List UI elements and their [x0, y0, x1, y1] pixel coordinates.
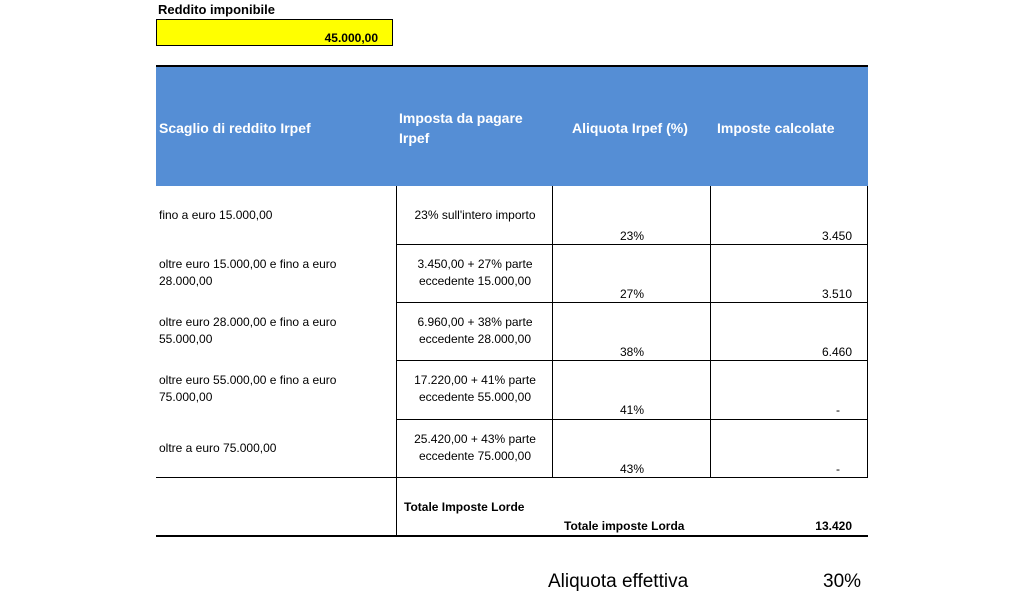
grid-vline-2 [552, 186, 553, 478]
row-5-bracket: oltre a euro 75.000,00 [159, 441, 277, 455]
row-4-bracket: oltre euro 55.000,00 e fino a euro 75.000,00 [159, 373, 337, 404]
total-heading: Totale Imposte Lorde [404, 500, 525, 514]
row-1-computed: 3.450 [821, 229, 852, 243]
effective-rate-label: Aliquota effettiva [548, 571, 689, 592]
row-3-tax-due: 6.960,00 + 38% parte eccedente 28.000,00 [417, 315, 533, 346]
taxable-income-value: 45.000,00 [324, 31, 378, 45]
row-4-tax-due: 17.220,00 + 41% parte eccedente 55.000,00 [414, 373, 536, 404]
grid-hline-bottom [156, 535, 868, 537]
row-5-computed: - [836, 462, 840, 476]
header-bracket: Scaglio di reddito Irpef [159, 120, 311, 136]
row-5-tax-due: 25.420,00 + 43% parte eccedente 75.000,00 [414, 432, 536, 463]
row-1-tax-due: 23% sull'intero importo [414, 208, 536, 222]
grid-vline-3 [710, 186, 711, 478]
row-2-bracket: oltre euro 15.000,00 e fino a euro 28.000,00 [159, 257, 337, 288]
row-5-rate: 43% [620, 462, 645, 476]
row-2-rate: 27% [620, 287, 645, 301]
taxable-income-label: Reddito imponibile [158, 2, 275, 17]
row-3-bracket: oltre euro 28.000,00 e fino a euro 55.000,00 [159, 315, 337, 346]
row-2-tax-due: 3.450,00 + 27% parte eccedente 15.000,00 [417, 257, 533, 288]
grid-vline-4 [867, 186, 868, 478]
effective-rate-value: 30% [823, 571, 862, 592]
header-rate: Aliquota Irpef (%) [572, 120, 688, 136]
grid-vline-1 [396, 186, 397, 536]
row-4-computed: - [836, 403, 840, 417]
row-1-bracket: fino a euro 15.000,00 [159, 208, 273, 222]
row-4-rate: 41% [620, 403, 645, 417]
taxable-income-field[interactable] [156, 19, 393, 46]
row-3-rate: 38% [620, 345, 645, 359]
grid-hline-4 [396, 419, 868, 420]
header-tax-due: Imposta da pagare Irpef [399, 110, 523, 146]
row-2-computed: 3.510 [821, 287, 852, 301]
header-computed: Imposte calcolate [717, 120, 835, 136]
row-1-rate: 23% [620, 229, 645, 243]
total-label: Totale imposte Lorda [564, 519, 685, 533]
table-header [156, 65, 868, 186]
total-value: 13.420 [815, 519, 852, 533]
row-3-computed: 6.460 [821, 345, 852, 359]
